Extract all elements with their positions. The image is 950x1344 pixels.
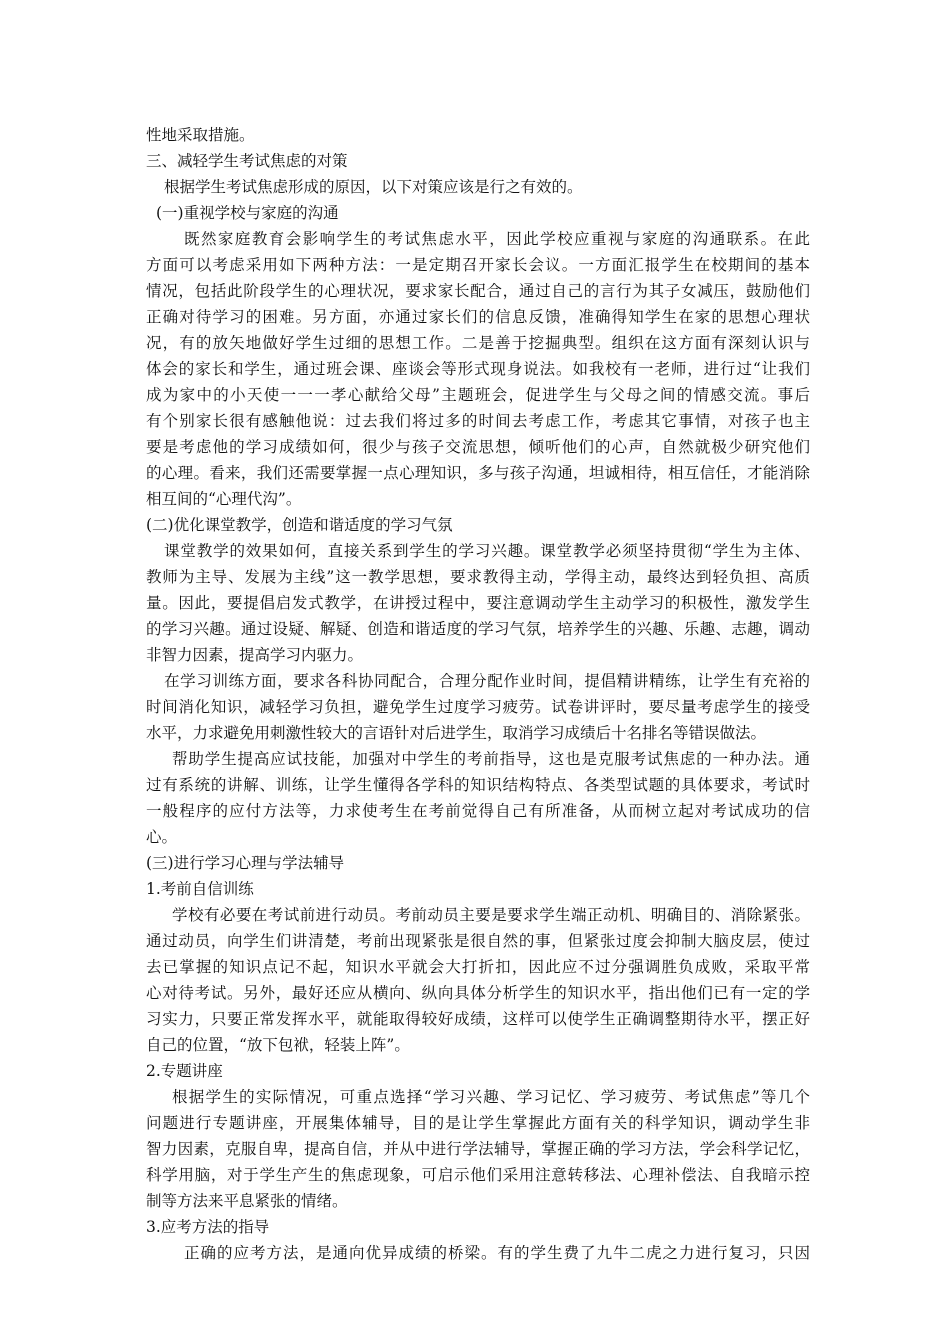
text-line: 智力因素，克服自卑，提高自信，并从中进行学法辅导，掌握正确的学习方法，学会科学记忆， [146,1140,810,1158]
text-line: 自己的位置，“放下包袱，轻装上阵”。 [146,1036,410,1054]
text-line: 有个别家长很有感触他说：过去我们将过多的时间去考虑工作，考虑其它事情，对孩子也主 [146,412,810,430]
text-line: 根据学生考试焦虑形成的原因，以下对策应该是行之有效的。 [164,178,583,196]
text-line: 制等方法来平息紧张的情绪。 [146,1192,348,1210]
item-heading: 2.专题讲座 [146,1062,223,1080]
text-line: 通过动员，向学生们讲清楚，考前出现紧张是很自然的事，但紧张过度会抑制大脑皮层，使过 [146,932,810,950]
paragraph-first-line: 根据学生的实际情况，可重点选择“学习兴趣、学习记忆、学习疲劳、考试焦虑”等几个 [172,1088,810,1106]
text-line: 体会的家长和学生，通过班会课、座谈会等形式现身说法。如我校有一老师，进行过“让我们 [146,360,810,378]
subsection-heading: (一)重视学校与家庭的沟通 [156,204,339,222]
text-line: 科学用脑，对于学生产生的焦虑现象，可启示他们采用注意转移法、心理补偿法、自我暗示控 [146,1166,810,1184]
text-line: 正确对待学习的困难。另方面，亦通过家长们的信息反馈，准确得知学生在家的思想心理状 [146,308,810,326]
text-line: 一般程序的应付方法等，力求使考生在考前觉得自己有所准备，从而树立起对考试成功的信 [146,802,810,820]
text-line: 去已掌握的知识点记不起，知识水平就会大打折扣，因此应不过分强调胜负成败，采取平常 [146,958,810,976]
paragraph-first-line: 课堂教学的效果如何，直接关系到学生的学习兴趣。课堂教学必须坚持贯彻“学生为主体、 [164,542,810,560]
text-line: 成为家中的小天使一一一孝心献给父母”主题班会，促进学生与父母之间的情感交流。事后 [146,386,810,404]
paragraph-first-line: 既然家庭教育会影响学生的考试焦虑水平，因此学校应重视与家庭的沟通联系。在此 [184,230,810,248]
text-line: 性地采取措施。 [146,126,255,144]
text-line: 时间消化知识，减轻学习负担，避免学生过度学习疲劳。试卷讲评时，要尽量考虑学生的接受 [146,698,810,716]
text-line: 量。因此，要提倡启发式教学，在讲授过程中，要注意调动学生主动学习的积极性，激发学生 [146,594,810,612]
text-line: 心对待考试。另外，最好还应从横向、纵向具体分析学生的知识水平，指出他们已有一定的学 [146,984,810,1002]
paragraph-first-line: 帮助学生提高应试技能，加强对中学生的考前指导，这也是克服考试焦虑的一种办法。通 [172,750,810,768]
text-line: 习实力，只要正常发挥水平，就能取得较好成绩，这样可以使学生正确调整期待水平，摆正好 [146,1010,810,1028]
text-line: 况，有的放矢地做好学生过细的思想工作。二是善于挖掘典型。组织在这方面有深刻认识与 [146,334,810,352]
text-line: 教师为主导、发展为主线”这一教学思想，要求教得主动，学得主动，最终达到轻负担、高质 [146,568,810,586]
paragraph-first-line: 在学习训练方面，要求各科协同配合，合理分配作业时间，提倡精讲精练，让学生有充裕的 [164,672,810,690]
text-line: 要是考虑他的学习成绩如何，很少与孩子交流思想，倾听他们的心声，自然就极少研究他们 [146,438,810,456]
paragraph-first-line: 学校有必要在考试前进行动员。考前动员主要是要求学生端正动机、明确目的、消除紧张。 [172,906,810,924]
paragraph-first-line: 正确的应考方法，是通向优异成绩的桥梁。有的学生费了九牛二虎之力进行复习，只因 [184,1244,810,1262]
text-line: 过有系统的讲解、训练，让学生懂得各学科的知识结构特点、各类型试题的具体要求，考试时 [146,776,810,794]
text-line: 情况，包括此阶段学生的心理状况，要求家长配合，通过自己的言行为其子女减压，鼓励他们 [146,282,810,300]
item-heading: 1.考前自信训练 [146,880,254,898]
item-heading: 3.应考方法的指导 [146,1218,270,1236]
text-line: 非智力因素，提高学习内驱力。 [146,646,364,664]
subsection-heading: (三)进行学习心理与学法辅导 [146,854,345,872]
document-page [146,122,810,1266]
text-line: 问题进行专题讲座，开展集体辅导，目的是让学生掌握此方面有关的科学知识，调动学生非 [146,1114,810,1132]
text-line: 相互间的“心理代沟”。 [146,490,302,508]
subsection-heading: (二)优化课堂教学，创造和谐适度的学习气氛 [146,516,453,534]
text-line: 水平，力求避免用刺激性较大的言语针对后进学生，取消学习成绩后十名排名等错误做法。 [146,724,767,742]
text-line: 的学习兴趣。通过设疑、解疑、创造和谐适度的学习气氛，培养学生的兴趣、乐趣、志趣，调动 [146,620,810,638]
text-line: 的心理。看来，我们还需要掌握一点心理知识，多与孩子沟通，坦诚相待，相互信任，才能消除 [146,464,810,482]
text-line: 心。 [146,828,178,846]
section-heading: 三、减轻学生考试焦虑的对策 [146,152,348,170]
text-line: 方面可以考虑采用如下两种方法：一是定期召开家长会议。一方面汇报学生在校期间的基本 [146,256,810,274]
